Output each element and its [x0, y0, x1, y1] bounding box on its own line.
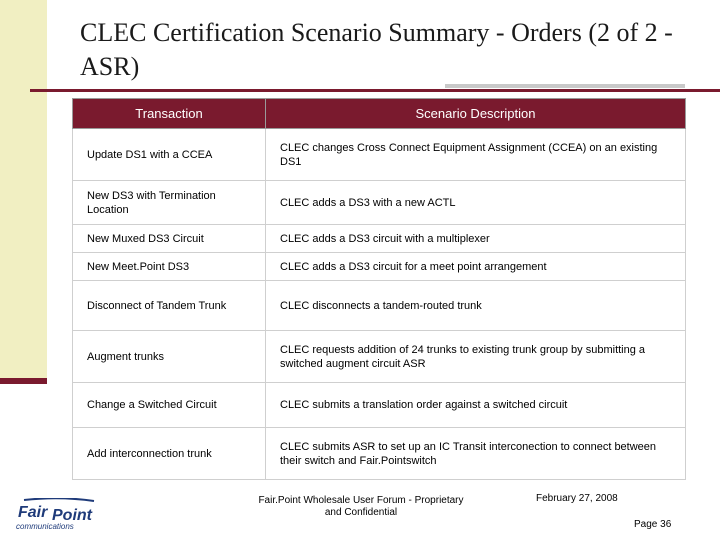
page-number: Page 36	[634, 519, 672, 530]
header-scenario-description: Scenario Description	[266, 99, 686, 129]
transaction-cell: Change a Switched Circuit	[73, 383, 266, 428]
left-decorative-bar	[0, 0, 47, 383]
transaction-cell: New Muxed DS3 Circuit	[73, 225, 266, 253]
description-cell: CLEC adds a DS3 circuit for a meet point arrangement	[266, 253, 686, 281]
footer-date: February 27, 2008	[536, 493, 618, 504]
logo-tagline: communications	[16, 522, 74, 531]
transaction-cell: Augment trunks	[73, 331, 266, 383]
description-cell: CLEC submits a translation order against a switched circuit	[266, 383, 686, 428]
transaction-cell: New Meet.Point DS3	[73, 253, 266, 281]
table-row	[73, 331, 686, 383]
table-row	[73, 225, 686, 253]
header-transaction: Transaction	[73, 99, 266, 129]
table-row	[73, 428, 686, 480]
scenario-table	[72, 98, 686, 480]
description-cell: CLEC requests addition of 24 trunks to existing trunk group by submitting a switched augment circuit ASR	[266, 331, 686, 383]
transaction-cell: Add interconnection trunk	[73, 428, 266, 480]
description-cell: CLEC changes Cross Connect Equipment Assignment (CCEA) on an existing DS1	[266, 129, 686, 181]
description-cell: CLEC adds a DS3 with a new ACTL	[266, 181, 686, 225]
table-row	[73, 129, 686, 181]
footer-confidential: Fair.Point Wholesale User Forum - Proprietary and Confidential	[258, 495, 464, 518]
left-accent-stripe	[0, 378, 47, 384]
table-row	[73, 383, 686, 428]
transaction-cell: Disconnect of Tandem Trunk	[73, 281, 266, 331]
description-cell: CLEC disconnects a tandem-routed trunk	[266, 281, 686, 331]
fairpoint-logo-icon	[14, 498, 106, 532]
title-underline	[30, 89, 720, 92]
logo-word1: Fair	[18, 504, 48, 521]
slide-title: CLEC Certification Scenario Summary - Orders (2 of 2 - ASR)	[80, 18, 673, 81]
title-gray-rule	[445, 84, 685, 88]
transaction-cell: Update DS1 with a CCEA	[73, 129, 266, 181]
description-cell: CLEC adds a DS3 circuit with a multiplexer	[266, 225, 686, 253]
table-row	[73, 281, 686, 331]
table-header-row	[73, 99, 686, 129]
description-cell: CLEC submits ASR to set up an IC Transit interconection to connect between their switch and Fair.Pointswitch	[266, 428, 686, 480]
fairpoint-logo	[14, 498, 106, 532]
table-row	[73, 253, 686, 281]
logo-word2: Point	[52, 507, 92, 524]
transaction-cell: New DS3 with Termination Location	[73, 181, 266, 225]
table-row	[73, 181, 686, 225]
